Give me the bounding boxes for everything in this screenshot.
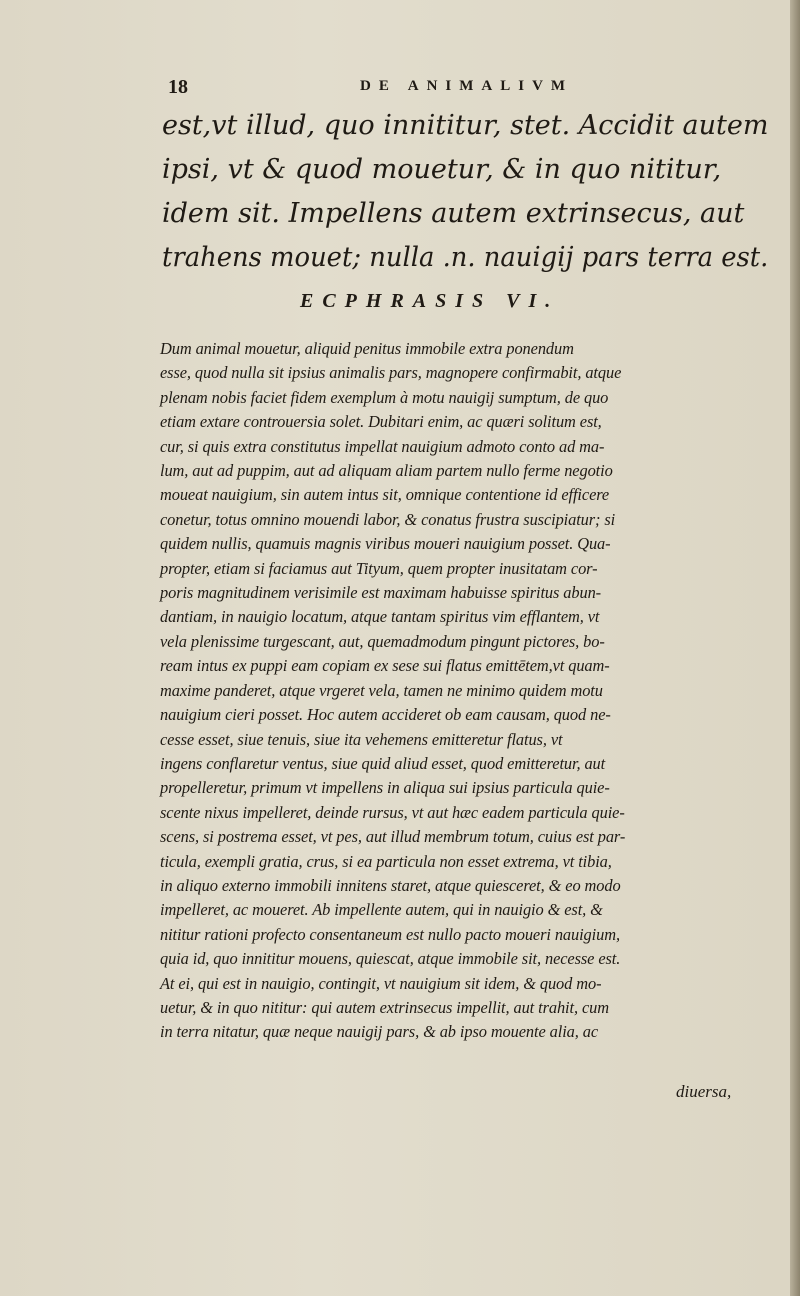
body-line: moueat nauigium, sin autem intus sit, omnique contentione id efficere: [160, 485, 610, 505]
body-line: Dum animal mouetur, aliquid penitus immobile extra ponendum: [160, 339, 574, 358]
lead-line: trahens mouet; nulla .n. nauigij pars terra est.: [162, 242, 769, 273]
lead-line: est,vt illud, quo innititur, stet. Accidit autem: [162, 110, 769, 141]
body-line: At ei, qui est in nauigio, contingit, vt nauigium sit idem, & quod mo-: [160, 973, 602, 993]
body-line: esse, quod nulla sit ipsius animalis pars, magnopere confirmabit, atque: [160, 363, 622, 383]
body-line: conetur, totus omnino mouendi labor, & conatus frustra suscipiatur; si: [160, 509, 616, 529]
body-line: scens, si postrema esset, vt pes, aut illud membrum totum, cuius est par-: [160, 827, 626, 847]
body-line: vela plenissime turgescant, aut, quemadmodum pingunt pictores, bo-: [160, 631, 605, 651]
page-number: 18: [168, 76, 188, 98]
body-paragraph: [160, 337, 772, 1045]
body-line: etiam extare controuersia solet. Dubitari enim, ac quæri solitum est,: [160, 412, 602, 432]
body-line: dantiam, in nauigio locatum, atque tantam spiritus vim efflantem, vt: [160, 607, 600, 627]
body-line: plenam nobis faciet fidem exemplum à motu nauigij sumptum, de quo: [160, 387, 609, 407]
page-edge: [790, 0, 800, 1296]
lead-line: idem sit. Impellens autem extrinsecus, aut: [162, 198, 745, 229]
body-line: lum, aut ad puppim, aut ad aliquam aliam partem nullo ferme negotio: [160, 461, 613, 481]
section-heading: ECPHRASIS VI.: [300, 290, 560, 312]
lead-line: ipsi, vt & quod mouetur, & in quo nititur,: [162, 154, 722, 185]
body-line: ream intus ex puppi eam copiam ex sese sui flatus emittētem,vt quam-: [160, 656, 610, 676]
body-line: quidem nullis, quamuis magnis viribus moueri nauigium posset. Qua-: [160, 534, 611, 554]
body-line: quia id, quo innititur mouens, quiescat, atque immobile sit, necesse est.: [160, 949, 621, 969]
body-line: cesse esset, siue tenuis, siue ita vehemens emitteretur flatus, vt: [160, 729, 563, 749]
body-line: nititur rationi profecto consentaneum est nullo pacto moueri nauigium,: [160, 924, 620, 944]
body-line: propelleretur, primum vt impellens in aliqua sui ipsius particula quie-: [160, 778, 610, 798]
body-line: propter, etiam si faciamus aut Tityum, quem propter inusitatam cor-: [160, 558, 598, 578]
page-header: [168, 76, 768, 100]
body-line: ticula, exempli gratia, crus, si ea particula non esset extrema, vt tibia,: [160, 851, 612, 871]
body-line: poris magnitudinem verisimile est maximam habuisse spiritus abun-: [160, 583, 602, 603]
body-line: impelleret, ac moueret. Ab impellente autem, qui in nauigio & est, &: [160, 900, 603, 920]
catchword: diuersa,: [676, 1082, 732, 1101]
body-line: uetur, & in quo nititur: qui autem extrinsecus impellit, aut trahit, cum: [160, 997, 609, 1017]
body-line: maxime panderet, atque vrgeret vela, tamen ne minimo quidem motu: [160, 680, 603, 700]
body-line: ingens conflaretur ventus, siue quid aliud esset, quod emitteretur, aut: [160, 753, 606, 773]
lead-paragraph: [162, 104, 768, 280]
body-line: cur, si quis extra constitutus impellat nauigium admoto conto ad ma-: [160, 436, 605, 456]
body-line: in aliquo externo immobili innitens staret, atque quiesceret, & eo modo: [160, 875, 621, 895]
body-line: scente nixus impelleret, deinde rursus, vt aut hæc eadem particula quie-: [160, 802, 625, 822]
body-line: nauigium cieri posset. Hoc autem accideret ob eam causam, quod ne-: [160, 705, 611, 725]
body-line: in terra nitatur, quæ neque nauigij pars, & ab ipso mouente alia, ac: [160, 1022, 599, 1042]
running-head: DE ANIMALIVM: [360, 78, 574, 94]
